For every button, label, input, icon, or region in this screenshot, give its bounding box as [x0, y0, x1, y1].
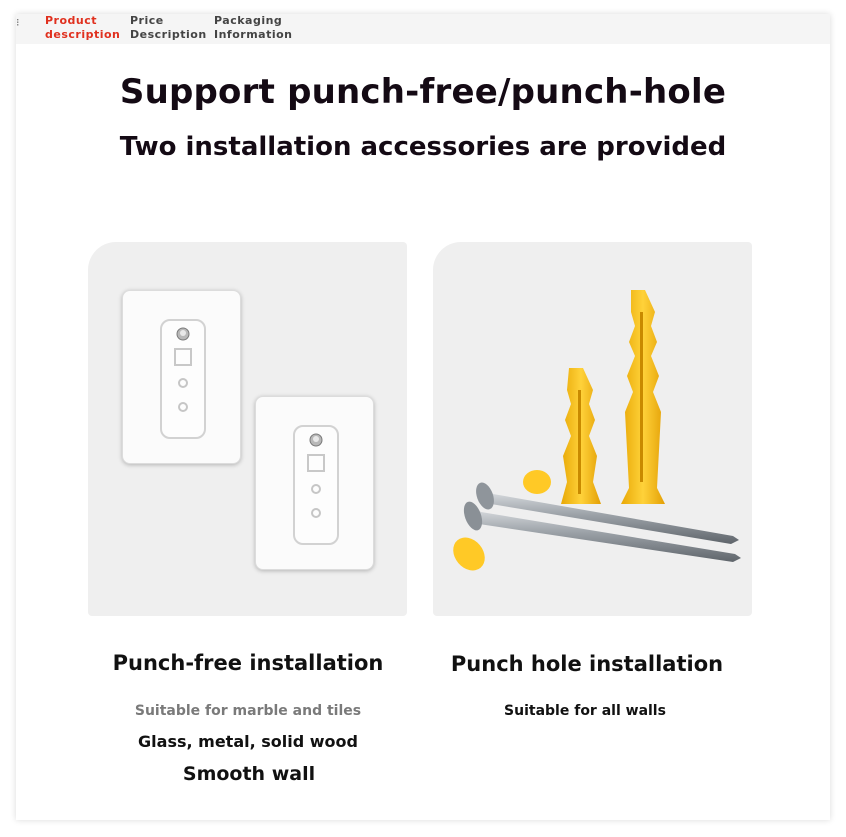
plate-detail-icon — [295, 427, 337, 543]
punch-hole-line1: Suitable for all walls — [504, 703, 666, 719]
punch-free-product-image — [88, 242, 407, 616]
punch-free-line3: Smooth wall — [182, 763, 316, 785]
subheadline: Two installation accessories are provided — [119, 132, 727, 162]
tab-label-line2: Information — [214, 28, 293, 41]
punch-free-line1: Suitable for marble and tiles — [134, 703, 362, 719]
tab-bar — [16, 14, 830, 44]
adhesive-sticker-small — [255, 396, 374, 570]
tab-price-description[interactable] — [130, 14, 207, 42]
wall-anchor-tall — [621, 290, 665, 504]
punch-free-title: Punch-free installation — [112, 651, 384, 675]
punch-hole-title: Punch hole installation — [450, 652, 724, 676]
tab-label-line1: Price — [130, 14, 164, 27]
tab-label-line2: description — [45, 28, 121, 41]
adhesive-sticker-large — [122, 290, 241, 464]
mounting-plate — [293, 425, 339, 545]
tab-packaging-information[interactable] — [214, 14, 293, 42]
tab-label-line1: Packaging — [214, 14, 283, 27]
punch-free-line2: Glass, metal, solid wood — [138, 732, 358, 751]
tab-label-line1: Product — [45, 14, 98, 27]
tab-product-description[interactable] — [45, 14, 120, 42]
plate-detail-icon — [162, 321, 204, 437]
headline: Support punch-free/punch-hole — [119, 72, 727, 112]
punch-hole-product-image — [433, 242, 752, 616]
drag-handle-icon[interactable]: ⁝ — [16, 16, 20, 29]
screws-and-anchors-icon — [433, 242, 752, 616]
product-detail-panel — [16, 14, 830, 820]
wall-anchor-short — [561, 368, 601, 504]
tab-label-line2: Description — [130, 28, 207, 41]
mounting-plate — [160, 319, 206, 439]
